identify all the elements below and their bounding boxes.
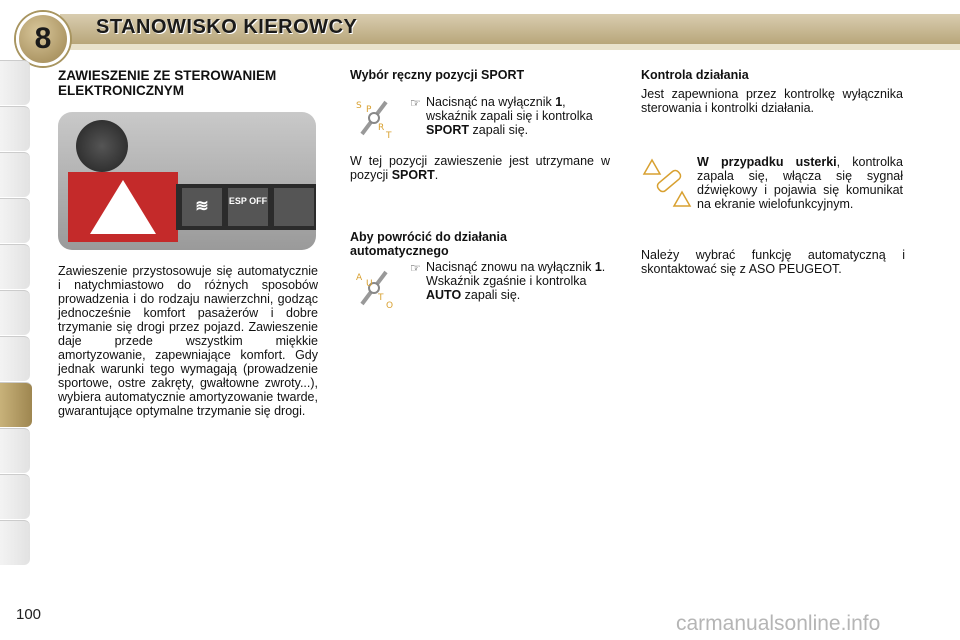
- svg-text:T: T: [386, 131, 392, 140]
- control-heading: Kontrola działania: [641, 68, 749, 82]
- sport-instruction: [426, 95, 610, 137]
- advice-paragraph: [641, 248, 905, 276]
- esp-off-button: ESP OFF: [228, 188, 268, 226]
- chapter-tab-7[interactable]: [0, 336, 30, 381]
- sport-heading: Wybór ręczny pozycji SPORT: [350, 68, 525, 82]
- switch-number: 1: [555, 95, 563, 109]
- advice-text: Należy wybrać funkcję automatyczną i skontaktować się z ASO PEUGEOT.: [641, 248, 905, 276]
- header-band-lower: [60, 44, 960, 50]
- svg-text:A: A: [356, 273, 363, 283]
- page-title: STANOWISKO KIEROWCY: [96, 16, 358, 38]
- fault-bold: W przypadku usterki: [697, 155, 837, 169]
- section-heading: ZAWIESZENIE ZE STEROWANIEM ELEKTRONICZNYM: [58, 68, 277, 98]
- switch-panel: [176, 184, 316, 230]
- pointer-icon: ☞: [410, 261, 421, 275]
- fault-text: , kontrolka zapala się, włącza się sygnał dźwiękowy i pojawia się komunikat na ekranie wielofunkcyjnym.: [697, 155, 903, 211]
- svg-text:P: P: [366, 105, 372, 115]
- auto-instr-text-2: . Wskaźnik zgaśnie i kontrolka: [426, 260, 606, 288]
- fan-knob: [76, 120, 128, 172]
- svg-text:U: U: [366, 279, 373, 289]
- chapter-tab-1[interactable]: [0, 60, 30, 105]
- page-number: 100: [16, 606, 42, 623]
- suspension-switch-icon: ≋: [182, 188, 222, 226]
- auto-heading: Aby powrócić do działania automatycznego: [350, 230, 507, 258]
- auto-instr-text: Nacisnąć znowu na wyłącznik: [426, 260, 595, 274]
- sport-indicator-icon: [352, 96, 396, 140]
- sport-pos-text: W tej pozycji zawieszenie jest utrzymane w pozycji: [350, 154, 610, 182]
- unlabeled-switch: [274, 188, 314, 226]
- svg-text:S: S: [356, 101, 362, 111]
- chapter-tab-4[interactable]: [0, 198, 30, 243]
- chapter-tab-6[interactable]: [0, 290, 30, 335]
- watermark: carmanualsonline.info: [676, 612, 881, 635]
- sport-word: SPORT: [426, 123, 470, 137]
- sport-position-paragraph: [350, 154, 610, 182]
- pointer-icon: ☞: [410, 96, 421, 110]
- fault-warning-icon: [642, 158, 692, 208]
- control-paragraph: [641, 87, 903, 115]
- chapter-tab-9[interactable]: [0, 428, 30, 473]
- svg-text:T: T: [378, 293, 384, 303]
- page-header: [0, 0, 960, 55]
- sport-pos-word: SPORT: [391, 168, 435, 182]
- auto-word: AUTO: [426, 288, 462, 302]
- svg-text:O: O: [386, 301, 394, 310]
- fault-paragraph: [697, 155, 903, 211]
- chapter-tab-3[interactable]: [0, 152, 30, 197]
- chapter-tab-11[interactable]: [0, 520, 30, 565]
- auto-indicator-icon: [352, 266, 396, 310]
- sport-pos-end: .: [434, 168, 439, 182]
- intro-text: Zawieszenie przystosowuje się automatycznie i natychmiastowo do różnych sposobów prowadzenia i do rodzaju nawierzchni, godząc jednocześnie komfort pasażerów i dobre trzymanie się drogi przez pojazd. Zawieszenie daje przede wszystkim miękkie amortyzowanie, zapewniające komfort. Gdy jednak warunki tego wymagają (prowadzenie sportowe, ostre zakręty, gwałtowne zwroty...), wybiera automatycznie amortyzowanie twarde, gwarantujące optymalne trzymanie się drogi.: [58, 264, 318, 418]
- dashboard-photo: [58, 112, 316, 250]
- chapter-number: 8: [16, 12, 70, 66]
- chapter-tab-5[interactable]: [0, 244, 30, 289]
- control-text: Jest zapewniona przez kontrolkę wyłącznika sterowania i kontrolki działania.: [641, 87, 903, 115]
- auto-instruction: [426, 260, 610, 302]
- sport-instr-text-2: , wskaźnik zapali się i kontrolka: [426, 95, 593, 123]
- auto-instr-text-3: zapali się.: [461, 288, 521, 302]
- hazard-button: [68, 172, 178, 242]
- chapter-tabs: [0, 60, 34, 580]
- switch-number: 1: [594, 260, 602, 274]
- chapter-tab-10[interactable]: [0, 474, 30, 519]
- chapter-tab-8-active[interactable]: [0, 382, 32, 427]
- sport-instr-text: Nacisnąć na wyłącznik: [426, 95, 556, 109]
- hazard-triangle-icon: [90, 180, 156, 234]
- intro-paragraph: [58, 264, 318, 418]
- sport-instr-text-3: zapali się.: [469, 123, 529, 137]
- svg-text:R: R: [378, 123, 385, 133]
- chapter-tab-2[interactable]: [0, 106, 30, 151]
